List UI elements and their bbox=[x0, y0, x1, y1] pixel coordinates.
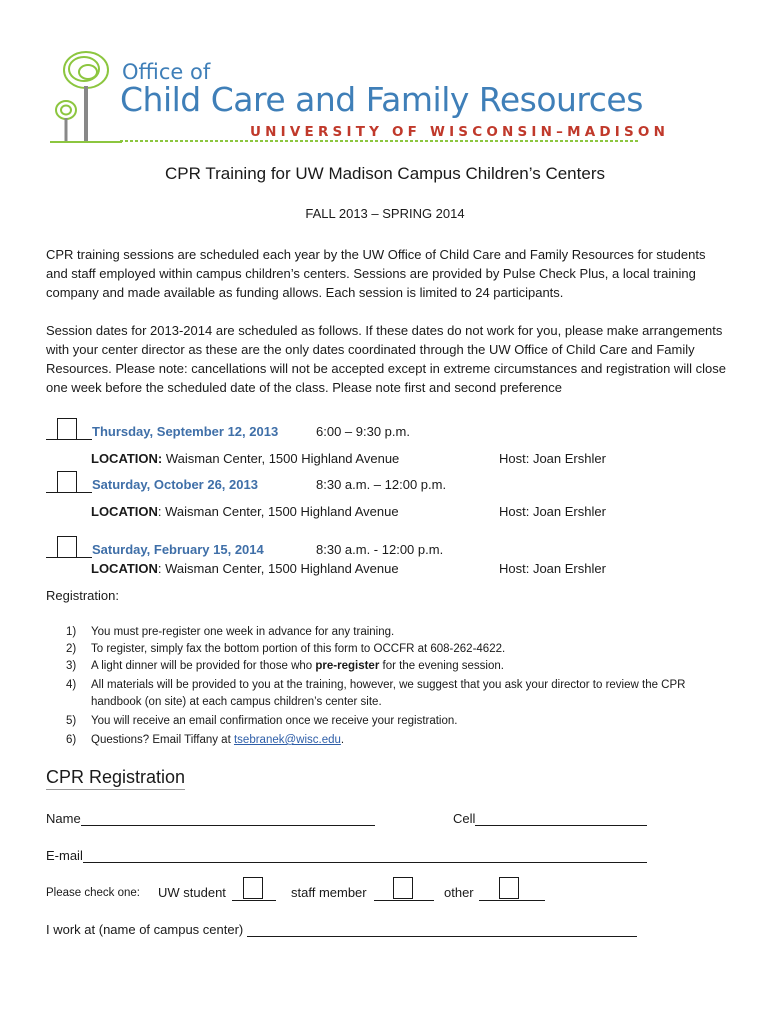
session-1-host: Host: Joan Ershler bbox=[499, 451, 606, 466]
list-item-bold-text: pre-register bbox=[315, 660, 380, 672]
session-3-location-label: LOCATION bbox=[91, 561, 158, 576]
other-underline bbox=[479, 900, 545, 901]
list-item bbox=[66, 713, 716, 730]
role-check-row bbox=[46, 883, 606, 907]
session-1-time: 6:00 – 9:30 p.m. bbox=[316, 424, 410, 439]
logo-name-text: Child Care and Family Resources bbox=[120, 80, 643, 119]
session-3-location: : Waisman Center, 1500 Highland Avenue bbox=[157, 561, 399, 576]
check-one-label: Please check one: bbox=[46, 887, 140, 899]
session-3-checkbox[interactable] bbox=[57, 536, 77, 558]
email-label: E-mail bbox=[46, 848, 83, 863]
logo-university-text: UNIVERSITY OF WISCONSIN–MADISON bbox=[250, 124, 670, 140]
list-item bbox=[66, 624, 716, 641]
list-item-text: To register, simply fax the bottom portion of this form to OCCFR at 608-262-4622. bbox=[91, 643, 506, 655]
registration-label: Registration: bbox=[46, 588, 119, 603]
cpr-registration-heading: CPR Registration bbox=[46, 767, 185, 790]
session-2-time: 8:30 a.m. – 12:00 p.m. bbox=[316, 477, 447, 492]
session-3-row bbox=[46, 542, 726, 562]
session-3-location-row bbox=[91, 561, 731, 579]
session-2-host: Host: Joan Ershler bbox=[499, 504, 606, 519]
list-item-text-after: for the evening session. bbox=[379, 660, 504, 672]
session-2-location: : Waisman Center, 1500 Highland Avenue bbox=[157, 504, 399, 519]
tree-logo-icon bbox=[46, 48, 122, 148]
page-subtitle: FALL 2013 – SPRING 2014 bbox=[305, 206, 465, 221]
cell-field[interactable] bbox=[475, 812, 647, 826]
session-2-checkbox[interactable] bbox=[57, 471, 77, 493]
list-item bbox=[66, 641, 716, 658]
session-1-date: Thursday, September 12, 2013 bbox=[92, 424, 279, 439]
list-item-number: 4) bbox=[66, 679, 77, 691]
session-2-row bbox=[46, 477, 726, 497]
list-item-text-after: . bbox=[340, 734, 345, 746]
session-1-checkbox[interactable] bbox=[57, 418, 77, 440]
list-item-text: You must pre-register one week in advance for any training. bbox=[91, 626, 395, 638]
logo-office-text: Office of bbox=[122, 60, 211, 84]
uw-student-underline bbox=[232, 900, 276, 901]
session-2-location-label: LOCATION bbox=[91, 504, 158, 519]
list-item bbox=[66, 677, 716, 711]
list-item bbox=[66, 732, 716, 749]
cell-label: Cell bbox=[453, 811, 476, 826]
other-checkbox[interactable] bbox=[499, 877, 519, 899]
registration-list bbox=[66, 624, 716, 749]
list-item-text-before: Questions? Email Tiffany at bbox=[91, 734, 234, 746]
session-2-location-row bbox=[91, 504, 731, 522]
staff-member-checkbox[interactable] bbox=[393, 877, 413, 899]
list-item-number: 6) bbox=[66, 734, 77, 746]
session-1-location: Waisman Center, 1500 Highland Avenue bbox=[162, 451, 400, 466]
session-2-date: Saturday, October 26, 2013 bbox=[92, 477, 258, 492]
email-field[interactable] bbox=[83, 849, 647, 863]
staff-member-label: staff member bbox=[291, 885, 367, 900]
work-field-row bbox=[46, 922, 637, 937]
session-1-location-label: LOCATION: bbox=[91, 451, 163, 466]
list-item-text-before: A light dinner will be provided for those who bbox=[91, 660, 316, 672]
name-label: Name bbox=[46, 811, 81, 826]
schedule-note-paragraph: Session dates for 2013-2014 are scheduled as follows. If these dates do not work for you, please make arrangements with your center director as these are the only dates coordinated through the UW Office of Child Care and Family Resources. Please note: cancellations will not be accepted except in extreme circumstances and registration will close one week before the scheduled date of the class. Please note first and second preference bbox=[46, 323, 726, 395]
other-label: other bbox=[444, 885, 474, 900]
work-label: I work at (name of campus center) bbox=[46, 922, 247, 937]
list-item-number: 2) bbox=[66, 643, 77, 655]
uw-student-checkbox[interactable] bbox=[243, 877, 263, 899]
session-3-time: 8:30 a.m. - 12:00 p.m. bbox=[316, 542, 444, 557]
list-item-number: 3) bbox=[66, 660, 77, 672]
list-item-text: All materials will be provided to you at the training, however, we suggest that you ask your director to review the CPR handbook (on site) at each campus children’s center site. bbox=[91, 679, 686, 708]
list-item-number: 5) bbox=[66, 715, 77, 727]
campus-center-field[interactable] bbox=[247, 923, 637, 937]
uw-student-label: UW student bbox=[158, 885, 226, 900]
list-item bbox=[66, 658, 716, 675]
list-item-number: 1) bbox=[66, 626, 77, 638]
session-3-host: Host: Joan Ershler bbox=[499, 561, 606, 576]
session-1-row bbox=[46, 424, 726, 444]
office-logo bbox=[46, 48, 670, 148]
session-1-location-row bbox=[91, 451, 731, 469]
name-field[interactable] bbox=[81, 812, 375, 826]
intro-paragraph: CPR training sessions are scheduled each year by the UW Office of Child Care and Family Resources for students and staff employed within campus children’s centers. Sessions are provided by Pulse Check Plus, a local training company and made available as funding allows. Each session is limited to 24 participants. bbox=[46, 247, 706, 300]
list-item-text: You will receive an email confirmation once we receive your registration. bbox=[91, 715, 458, 727]
email-link[interactable]: tsebranek@wisc.edu bbox=[233, 734, 341, 746]
staff-member-underline bbox=[374, 900, 434, 901]
session-3-date: Saturday, February 15, 2014 bbox=[92, 542, 264, 557]
page-title: CPR Training for UW Madison Campus Children’s Centers bbox=[165, 164, 605, 183]
cell-field-row bbox=[453, 811, 647, 826]
email-field-row bbox=[46, 848, 647, 863]
name-field-row bbox=[46, 811, 375, 826]
